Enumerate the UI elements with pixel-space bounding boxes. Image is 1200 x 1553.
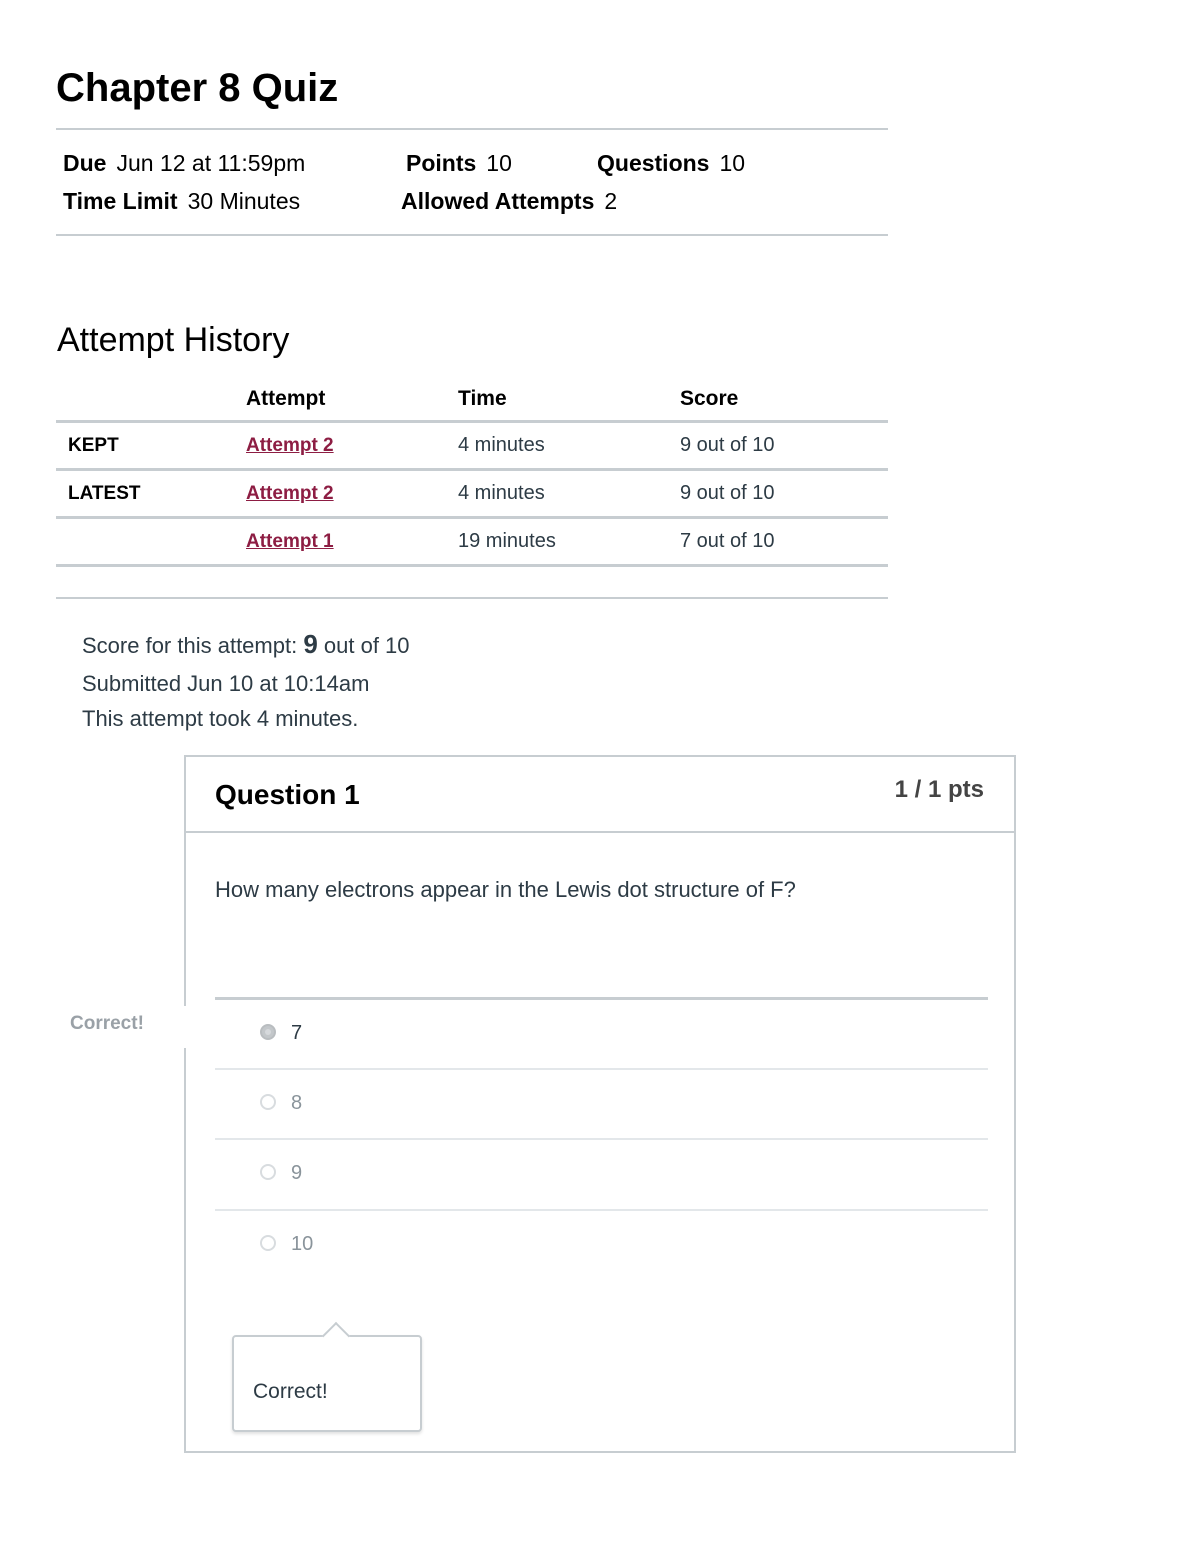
table-row [56,518,888,566]
attempt-cell [246,422,458,470]
due-date [63,148,305,178]
page-title: Chapter 8 Quiz [56,66,339,110]
radio-icon[interactable] [260,1164,276,1180]
answer-option[interactable] [215,1068,988,1138]
time-limit-info [63,186,300,216]
attempt-score: 7 out of 10 [680,518,888,566]
answer-option[interactable] [215,1209,988,1279]
attempt-time: 4 minutes [458,422,680,470]
table-header-row [56,378,888,422]
radio-icon[interactable] [260,1235,276,1251]
table-row [56,422,888,470]
attempt-duration: This attempt took 4 minutes. [82,706,359,731]
allowed-attempts-value: 2 [604,188,618,214]
history-divider [56,597,888,599]
attempt-tag: KEPT [56,422,246,470]
question-points: 1 / 1 pts [894,776,984,803]
feedback-text: Correct! [253,1380,328,1403]
attempt-time: 19 minutes [458,518,680,566]
radio-selected-icon[interactable] [260,1024,276,1040]
allowed-attempts-label: Allowed Attempts [401,188,595,214]
attempt-score: 9 out of 10 [680,470,888,518]
question-header [186,757,1014,833]
due-label: Due [63,150,107,176]
attempt-time: 4 minutes [458,470,680,518]
time-limit-value: 30 Minutes [187,188,301,214]
question-text: How many electrons appear in the Lewis dot structure of F? [215,877,796,902]
attempt-history-title: Attempt History [57,321,290,359]
time-limit-label: Time Limit [63,188,178,214]
column-header-time: Time [458,378,680,422]
column-header-score: Score [680,378,888,422]
attempt-link[interactable]: Attempt 2 [246,483,334,504]
attempt-cell [246,470,458,518]
attempt-history-table [56,378,888,567]
due-value: Jun 12 at 11:59pm [116,150,306,176]
attempt-score: 9 out of 10 [680,422,888,470]
attempt-link[interactable]: Attempt 1 [246,531,334,552]
answer-option[interactable] [215,997,988,1067]
answer-label: 8 [291,1092,303,1114]
score-prefix: Score for this attempt: [82,633,304,658]
table-row [56,470,888,518]
correct-flag-marker [182,1006,188,1048]
feedback-caret [322,1322,350,1350]
score-suffix: out of 10 [317,633,410,658]
questions-info [597,148,745,178]
points-label: Points [406,150,477,176]
submitted-time: Submitted Jun 10 at 10:14am [82,671,370,696]
score-value: 9 [303,629,318,659]
column-header-tag [56,378,246,422]
feedback-bubble [232,1335,422,1432]
answer-label: 10 [291,1233,314,1255]
attempt-cell [246,518,458,566]
header-divider-bottom [56,234,888,236]
attempt-link[interactable]: Attempt 2 [246,435,334,456]
answer-label: 9 [291,1162,303,1184]
questions-label: Questions [597,150,710,176]
header-divider-top [56,128,888,130]
answer-option[interactable] [215,1138,988,1208]
question-title: Question 1 [215,779,360,810]
points-info [406,148,512,178]
attempt-score-summary [82,629,410,661]
radio-icon[interactable] [260,1094,276,1110]
attempt-tag: LATEST [56,470,246,518]
allowed-attempts-info [401,186,617,216]
column-header-attempt: Attempt [246,378,458,422]
points-value: 10 [486,150,512,176]
questions-value: 10 [719,150,746,176]
attempt-tag [56,518,246,566]
answer-label: 7 [291,1022,303,1044]
correct-answer-flag: Correct! [70,1013,144,1034]
question-card [184,755,1016,1453]
